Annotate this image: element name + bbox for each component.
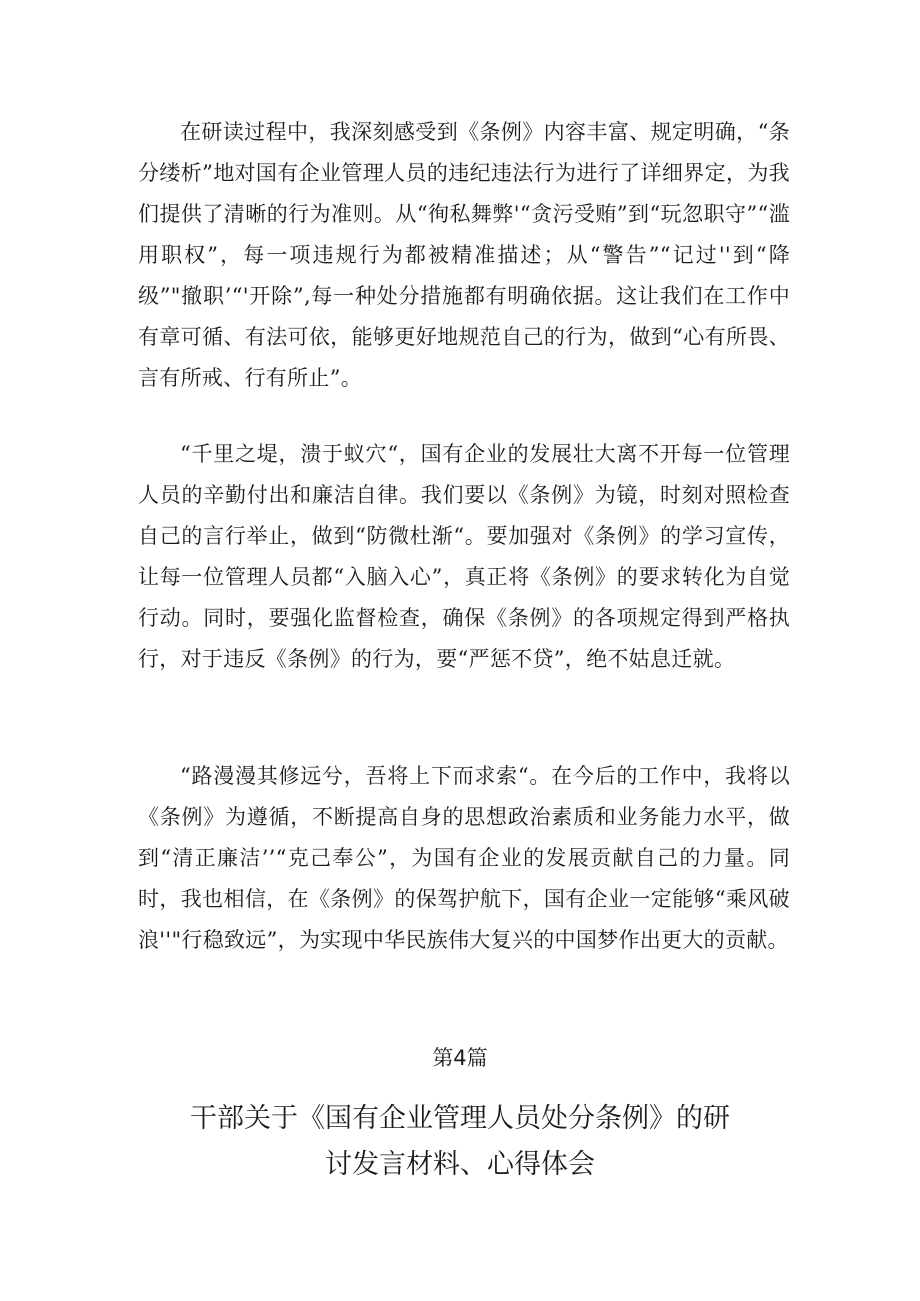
- body-paragraph-1: 在研读过程中，我深刻感受到《条例》内容丰富、规定明确，“条分缕析”地对国有企业管理人员的违纪违法行为进行了详细界定，为我们提供了清晰的行为准则。从“徇私舞弊'“贪污受贿”到“玩忽职守”“滥用职权”，每一项违规行为都被精准描述；从“警告”“记过''到“降级”"撤职’“'开除”,每一种处分措施都有明确依据。这让我们在工作中有章可循、有法可依，能够更好地规范自己的行为，做到“心有所畏、言有所戒、行有所止”。: [138, 120, 790, 390]
- body-paragraph-2: “千里之堤，溃于蚁穴“，国有企业的发展壮大离不开每一位管理人员的辛勤付出和廉洁自律。我们要以《条例》为镜，时刻对照检查自己的言行举止，做到“防微杜渐“。要加强对《条例》的学习宣传，让每一位管理人员都“入脑入心”，真正将《条例》的要求转化为自觉行动。同时，要强化监督检查，确保《条例》的各项规定得到严格执行，对于违反《条例》的行为，要“严惩不贷”，绝不姑息迁就。: [138, 442, 790, 671]
- section-number-label: 第4篇: [432, 1046, 488, 1070]
- section-title-line-1: 干部关于《国有企业管理人员处分条例》的研: [190, 1103, 730, 1134]
- body-paragraph-3: “路漫漫其修远兮，吾将上下而求索“。在今后的工作中，我将以《条例》为遵循，不断提高自身的思想政治素质和业务能力水平，做到“清正廉洁’’“克己奉公”，为国有企业的发展贡献自己的力量。同时，我也相信，在《条例》的保驾护航下，国有企业一定能够“乘风破浪''"行稳致远”，为实现中华民族伟大复兴的中国梦作出更大的贡献。: [138, 764, 790, 952]
- section-title: [140, 1096, 780, 1188]
- section-title-line-2: 讨发言材料、心得体会: [325, 1149, 595, 1180]
